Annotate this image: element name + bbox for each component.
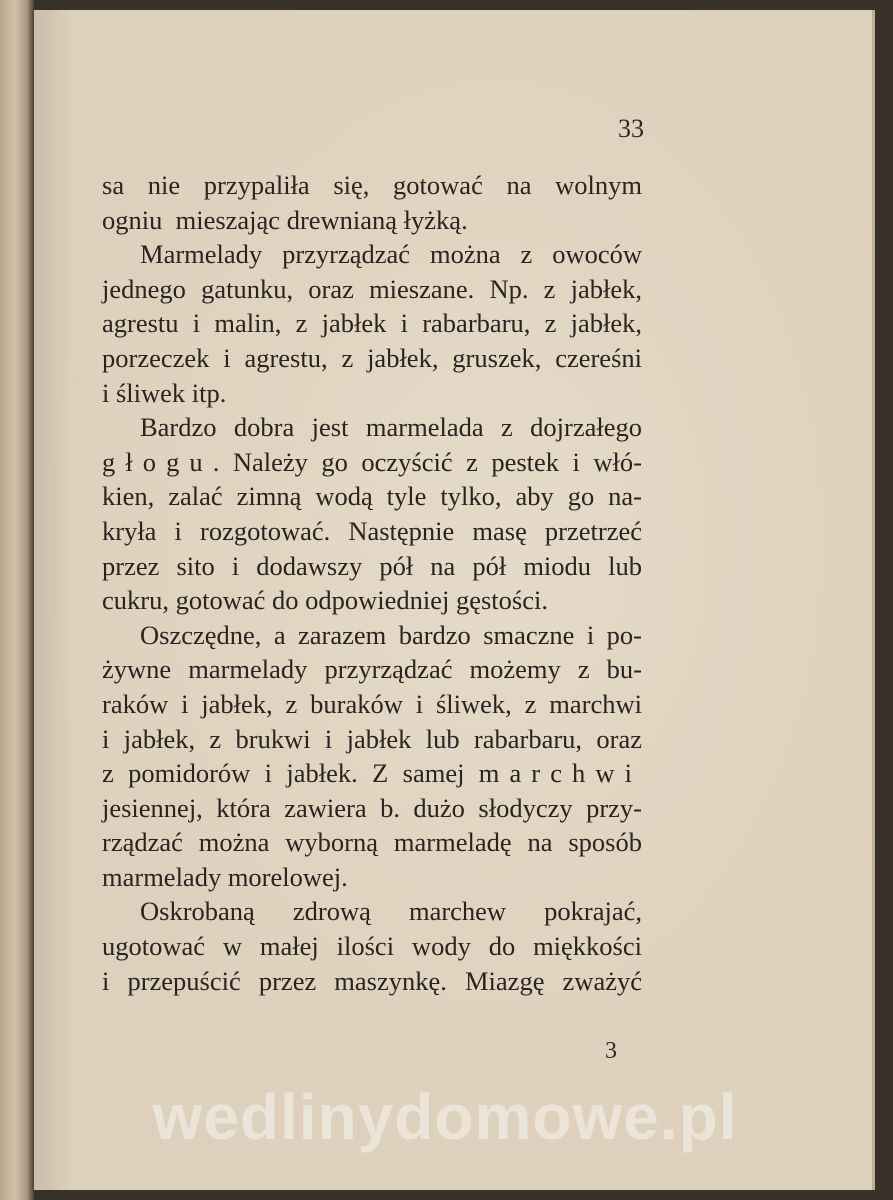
signature-mark: 3 [605, 1038, 617, 1064]
text-line: Bardzo dobra jest marmelada z dojrzałego [140, 412, 642, 443]
text-line: jednego gatunku, oraz mieszane. Np. z jabłek, [102, 273, 642, 304]
text-line: raków i jabłek, z buraków i śliwek, z marchwi [102, 688, 642, 719]
text-line: marmelady morelowej. [102, 861, 348, 892]
text-line: przez sito i dodawszy pół na pół miodu lub [102, 550, 642, 581]
spaced-emphasis: głogu [102, 446, 213, 477]
text-line: ogniu mieszając drewnianą łyżką. [102, 204, 468, 235]
book-page [34, 10, 875, 1190]
text-line: i przepuścić przez maszynkę. Miazgę zważyć [102, 965, 642, 996]
text-line: agrestu i malin, z jabłek i rabarbaru, z jabłek, [102, 308, 642, 339]
text-line: Marmelady przyrządzać można z owoców [140, 239, 642, 270]
text-line: porzeczek i agrestu, z jabłek, gruszek, czereśni [102, 342, 642, 373]
text-line: kryła i rozgotować. Następnie masę przetrzeć [102, 515, 642, 546]
watermark: wedlinydomowe.pl [152, 1081, 738, 1153]
text-line: Oskrobaną zdrową marchew pokrajać, [140, 896, 642, 927]
text-line: z pomidorów i jabłek. Z samej marchwi [102, 758, 642, 789]
text-line: ugotować w małej ilości wody do miękkości [102, 931, 642, 962]
spaced-emphasis: marchwi [478, 758, 642, 789]
text-line: sa nie przypaliła się, gotować na wolnym [102, 170, 642, 200]
text-line: rządzać można wyborną marmeladę na sposób [102, 827, 642, 858]
text-line: głogu. Należy go oczyścić z pestek i włó- [102, 446, 642, 477]
page-number: 33 [618, 114, 644, 143]
text-line: żywne marmelady przyrządzać możemy z bu- [102, 654, 642, 685]
body-text [102, 168, 642, 998]
text-line: jesiennej, która zawiera b. dużo słodyczy przy- [102, 792, 642, 823]
text-line: Oszczędne, a zarazem bardzo smaczne i po- [140, 619, 642, 650]
previous-page-edge [0, 0, 34, 1200]
text-line: i jabłek, z brukwi i jabłek lub rabarbaru, oraz [102, 723, 642, 754]
text-line: cukru, gotować do odpowiedniej gęstości. [102, 585, 548, 616]
text-line: kien, zalać zimną wodą tyle tylko, aby go na- [102, 481, 642, 512]
text-line: i śliwek itp. [102, 377, 227, 408]
